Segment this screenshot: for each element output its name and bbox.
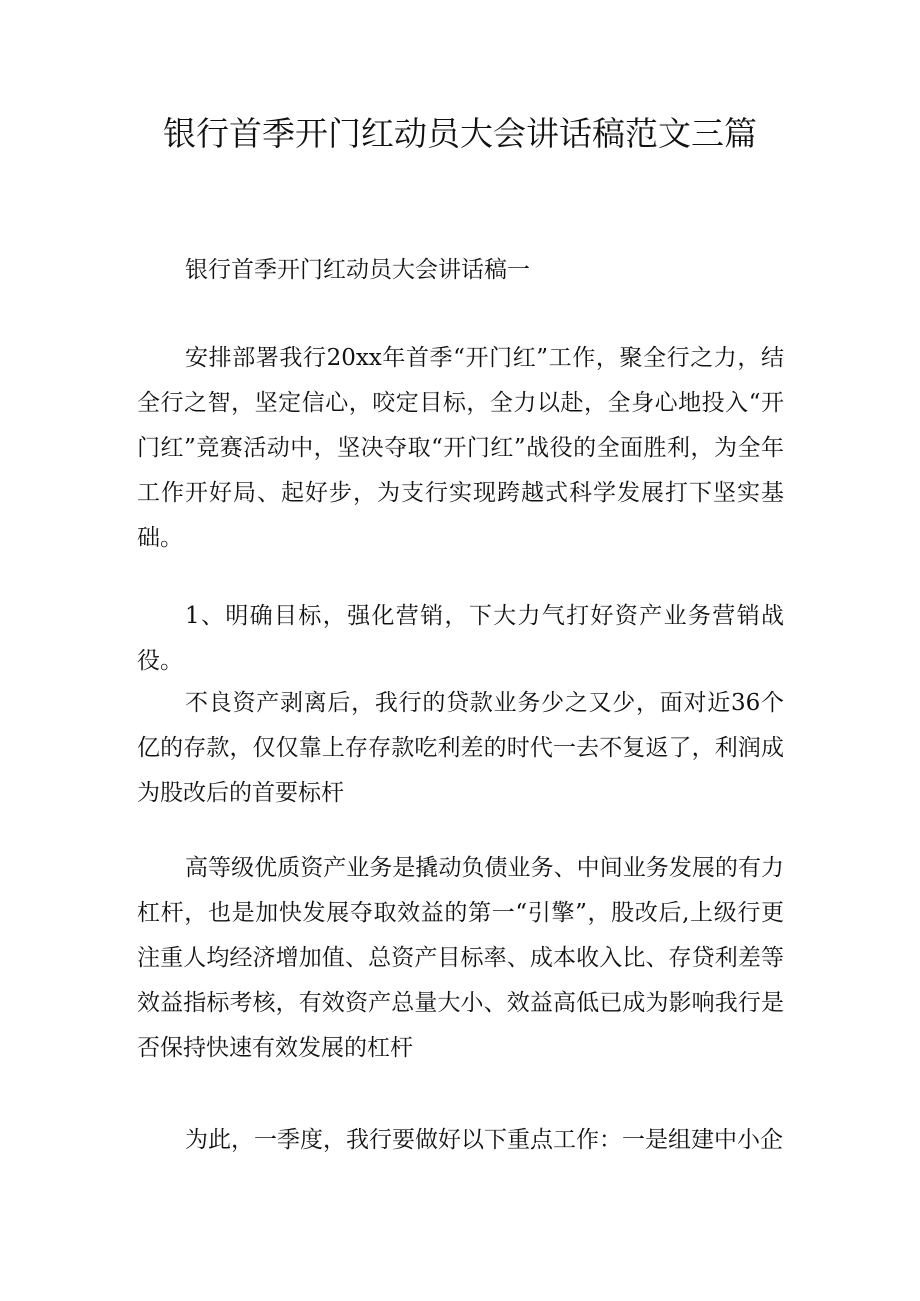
paragraph: 安排部署我行20xx年首季“开门红”工作，聚全行之力，结全行之智，坚定信心，咬定目标，全力以赴，全身心地投入“开门红”竞赛活动中，坚决夺取“开门红”战役的全面胜利，为全年工作开好局、起好步，为支行实现跨越式科学发展打下坚实基础。 xyxy=(137,345,784,551)
paragraph: 为此，一季度，我行要做好以下重点工作：一是组建中小企 xyxy=(185,1127,783,1153)
paragraph: 不良资产剥离后，我行的贷款业务少之又少，面对近36个亿的存款，仅仅靠上存存款吃利差的时代一去不复返了，利润成为股改后的首要标杆 xyxy=(137,690,784,806)
paragraph: 1、明确目标，强化营销，下大力气打好资产业务营销战役。 xyxy=(137,603,784,674)
document-title: 银行首季开门红动员大会讲话稿范文三篇 xyxy=(163,114,757,153)
section-heading: 银行首季开门红动员大会讲话稿一 xyxy=(185,257,530,283)
paragraph: 高等级优质资产业务是撬动负债业务、中间业务发展的有力杠杆，也是加快发展夺取效益的第一“引擎”，股改后,上级行更注重人均经济增加值、总资产目标率、成本收入比、存贷利差等效益指标考核，有效资产总量大小、效益高低已成为影响我行是否保持快速有效发展的杠杆 xyxy=(137,855,784,1061)
